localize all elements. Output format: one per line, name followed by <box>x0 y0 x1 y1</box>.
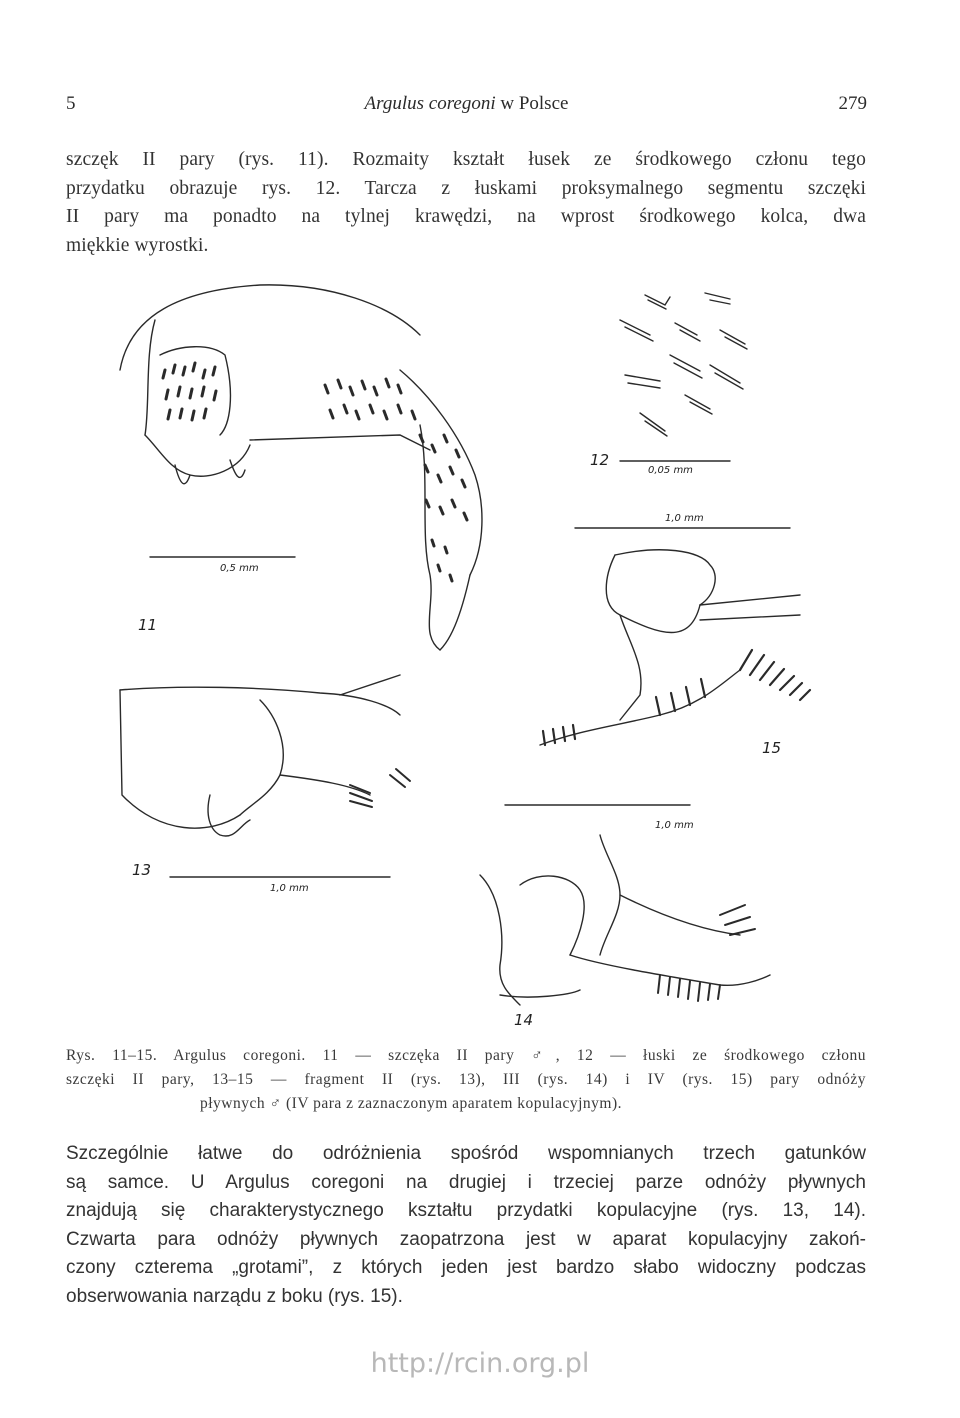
figure-svg <box>100 275 880 1035</box>
figure-label-12: 12 <box>590 451 610 469</box>
text-line: czony czterema „grotami”, z których jeden jest bardzo słabo widoczny podczas <box>66 1257 866 1278</box>
scale-label-15: 1,0 mm <box>665 513 704 524</box>
text-line: Czwarta para odnóży pływnych zaopatrzona jest w aparat kopulacyjny zakoń- <box>66 1228 866 1250</box>
figure-14-leg-drawing <box>480 835 770 1005</box>
caption-line: szczęki II pary, 13–15 — fragment II (rys. 13), III (rys. 14) i IV (rys. 15) pary odnóży <box>66 1071 866 1088</box>
text-line: szczęk II pary (rys. 11). Rozmaity kształt łusek ze środkowego członu tego <box>66 149 866 170</box>
caption-line: Rys. 11–15. Argulus coregoni. 11 — szczęka II pary ♂, 12 — łuski ze środkowego członu <box>66 1047 866 1064</box>
figure-drawings <box>100 275 880 1035</box>
source-url[interactable]: http://rcin.org.pl <box>370 1348 590 1379</box>
text-line: miękkie wyrostki. <box>66 234 209 256</box>
figure-15-leg-drawing <box>540 550 810 745</box>
text-line: znajdują się charakterystycznego kształtu przydatki kopulacyjne (rys. 13, 14). <box>66 1200 866 1221</box>
paragraph-bottom <box>66 1140 866 1311</box>
text-line: obserwowania narządu z boku (rys. 15). <box>66 1285 403 1307</box>
scale-label-11: 0,5 mm <box>220 563 259 574</box>
running-title-rest: w Polsce <box>495 93 569 114</box>
figure-label-14: 14 <box>514 1011 534 1029</box>
text-line: II pary ma ponadto na tylnej krawędzi, na wprost środkowego kolca, dwa <box>66 206 866 227</box>
text-line: są samce. U Argulus coregoni na drugiej i trzeciej parze odnóży pływnych <box>66 1171 866 1193</box>
scale-label-12: 0,05 mm <box>648 465 693 476</box>
figure-label-13: 13 <box>132 861 152 879</box>
scale-label-14: 1,0 mm <box>655 820 694 831</box>
figure-12-scales-drawing <box>620 293 747 436</box>
figure-11-maxilla-drawing <box>120 285 482 650</box>
text-line: Szczególnie łatwe do odróżnienia spośród wspomnianych trzech gatunków <box>66 1143 866 1164</box>
scale-label-13: 1,0 mm <box>270 883 309 894</box>
figure-13-leg-drawing <box>120 675 410 836</box>
figure-caption <box>66 1044 866 1116</box>
page-number: 279 <box>838 93 867 114</box>
running-title <box>66 93 867 115</box>
text-line: przydatku obrazuje rys. 12. Tarcza z łuskami proksymalnego segmentu szczęki <box>66 177 866 199</box>
running-header <box>66 93 867 119</box>
caption-line: pływnych ♂ (IV para z zaznaczonym aparatem kopulacyjnym). <box>200 1095 623 1112</box>
running-title-species: Argulus coregoni <box>364 93 496 114</box>
section-number: 5 <box>66 93 76 114</box>
figure-label-11: 11 <box>138 616 158 634</box>
figure-label-15: 15 <box>762 739 782 757</box>
paragraph-top <box>66 146 866 260</box>
